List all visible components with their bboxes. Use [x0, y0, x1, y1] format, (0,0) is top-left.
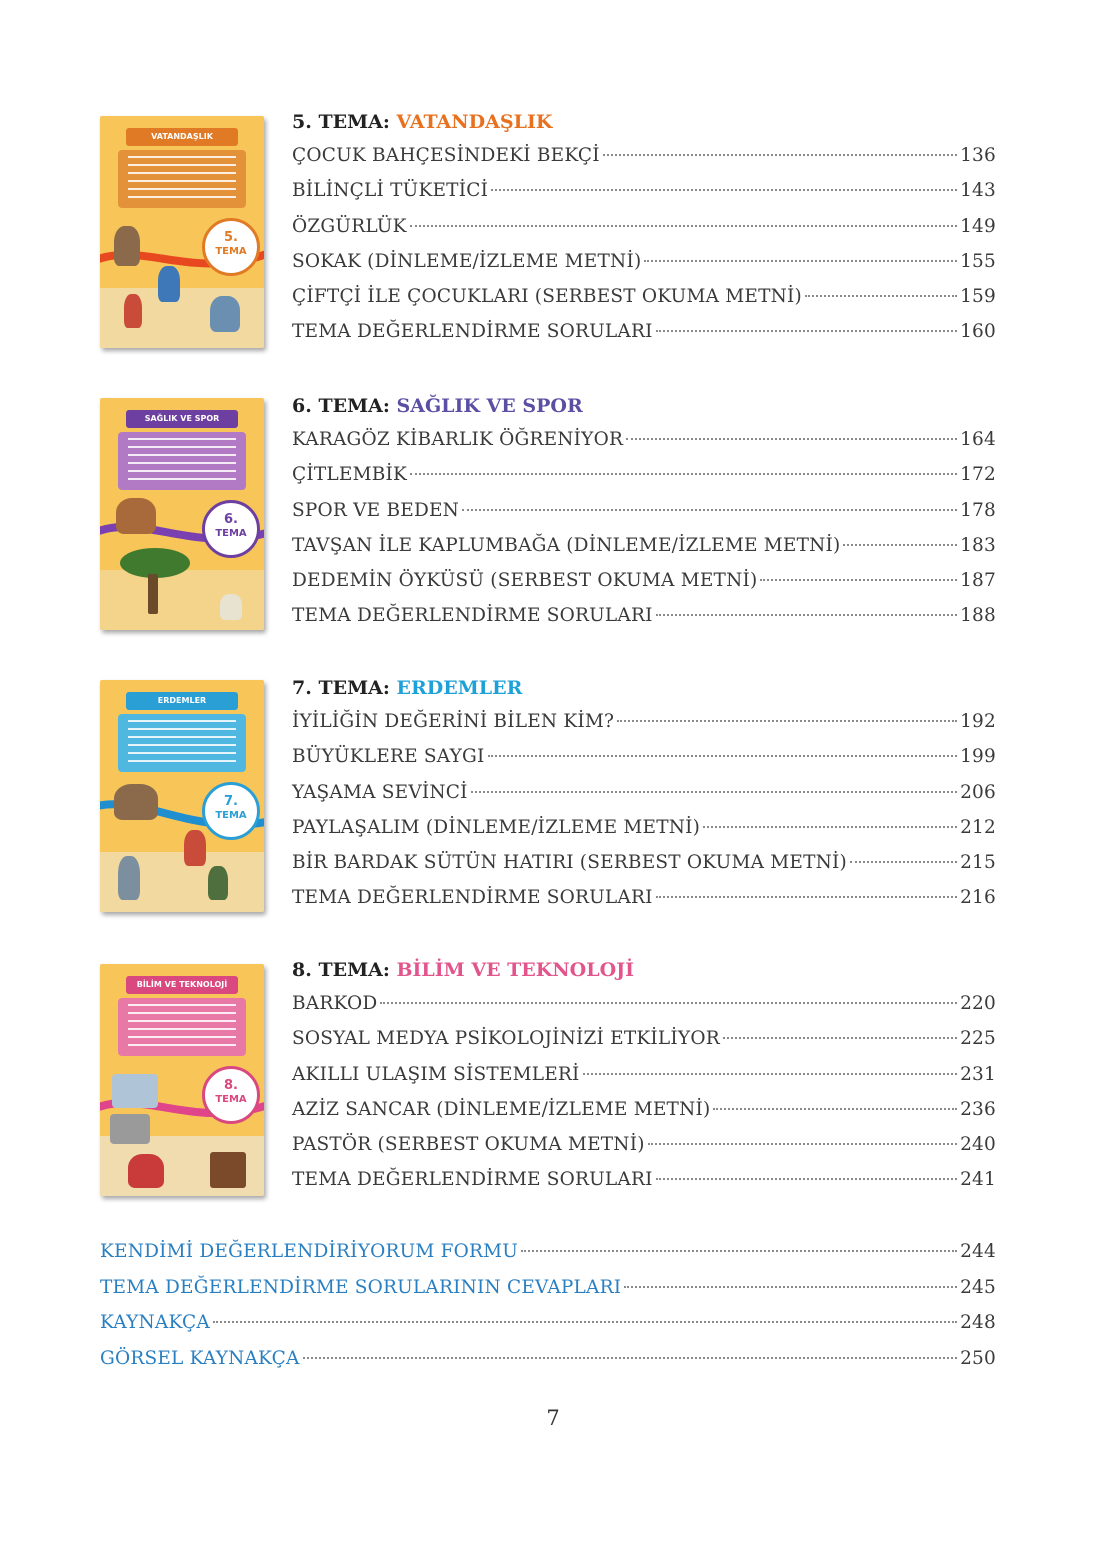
page-ref: 172: [960, 464, 996, 486]
page-ref: 159: [960, 286, 996, 308]
toc-entry[interactable]: TEMA DEĞERLENDİRME SORULARI 160: [292, 314, 996, 349]
cover-band: SAĞLIK VE SPOR: [126, 410, 238, 428]
page-ref: 178: [960, 499, 996, 521]
page-ref: 212: [960, 816, 996, 838]
page-ref: 236: [960, 1098, 996, 1120]
toc-entry[interactable]: TEMA DEĞERLENDİRME SORULARININ CEVAPLARI 245: [100, 1270, 996, 1306]
toc-entry[interactable]: BİR BARDAK SÜTÜN HATIRI (SERBEST OKUMA METNİ) 215: [292, 845, 996, 880]
theme-name: BİLİM VE TEKNOLOJİ: [396, 959, 635, 981]
page-ref: 245: [960, 1276, 996, 1298]
toc-entry[interactable]: AKILLI ULAŞIM SİSTEMLERİ 231: [292, 1057, 996, 1092]
toc-entry[interactable]: BARKOD 220: [292, 986, 996, 1021]
toc-entry[interactable]: PAYLAŞALIM (DİNLEME/İZLEME METNİ) 212: [292, 810, 996, 845]
page-ref: 215: [960, 852, 996, 874]
page-ref: 220: [960, 993, 996, 1014]
toc-entry[interactable]: ÇOCUK BAHÇESİNDEKİ BEKÇİ 136: [292, 138, 996, 173]
toc-entry[interactable]: ÇİFTÇİ İLE ÇOCUKLARI (SERBEST OKUMA METNİ) 159: [292, 279, 996, 314]
theme-name: VATANDAŞLIK: [396, 111, 553, 133]
page-number: 7: [546, 1406, 560, 1430]
page-ref: 164: [960, 429, 996, 450]
appendix-list: [100, 1234, 996, 1376]
theme-cover-image: VATANDAŞLIK 5. TEMA: [100, 116, 264, 348]
page-ref: 136: [960, 145, 996, 166]
theme-cover-image: BİLİM VE TEKNOLOJİ 8. TEMA: [100, 964, 264, 1196]
page-ref: 149: [960, 215, 996, 237]
toc-entry[interactable]: PASTÖR (SERBEST OKUMA METNİ) 240: [292, 1127, 996, 1162]
page-ref: 183: [960, 534, 996, 556]
cover-band: BİLİM VE TEKNOLOJİ: [126, 976, 238, 994]
page-ref: 216: [960, 887, 996, 909]
toc-entry[interactable]: KARAGÖZ KİBARLIK ÖĞRENİYOR 164: [292, 422, 996, 457]
toc-entry[interactable]: AZİZ SANCAR (DİNLEME/İZLEME METNİ) 236: [292, 1092, 996, 1127]
theme-cover-image: SAĞLIK VE SPOR 6. TEMA: [100, 398, 264, 630]
toc-entry[interactable]: KAYNAKÇA 248: [100, 1305, 996, 1341]
page-ref: 143: [960, 180, 996, 202]
theme-title: 5. TEMA: VATANDAŞLIK: [292, 111, 553, 133]
theme-cover-image: ERDEMLER 7. TEMA: [100, 680, 264, 912]
page-ref: 192: [960, 711, 996, 732]
toc-entry[interactable]: TEMA DEĞERLENDİRME SORULARI 188: [292, 598, 996, 633]
theme-title: 7. TEMA: ERDEMLER: [292, 677, 523, 699]
page-ref: 199: [960, 746, 996, 768]
toc-entry[interactable]: ÖZGÜRLÜK 149: [292, 209, 996, 244]
toc-entry[interactable]: YAŞAMA SEVİNCİ 206: [292, 775, 996, 810]
page-ref: 244: [960, 1241, 996, 1262]
toc-entry[interactable]: KENDİMİ DEĞERLENDİRİYORUM FORMU 244: [100, 1234, 996, 1270]
theme-name: ERDEMLER: [396, 677, 523, 699]
toc-entry[interactable]: İYİLİĞİN DEĞERİNİ BİLEN KİM? 192: [292, 704, 996, 739]
page-ref: 240: [960, 1134, 996, 1156]
theme-name: SAĞLIK VE SPOR: [396, 395, 583, 417]
theme-title: 6. TEMA: SAĞLIK VE SPOR: [292, 395, 583, 417]
toc-entry[interactable]: SOSYAL MEDYA PSİKOLOJİNİZİ ETKİLİYOR 225: [292, 1021, 996, 1056]
toc-entry[interactable]: BİLİNÇLİ TÜKETİCİ 143: [292, 173, 996, 208]
page-ref: 188: [960, 605, 996, 627]
toc-entry[interactable]: TEMA DEĞERLENDİRME SORULARI 241: [292, 1162, 996, 1197]
toc-entry[interactable]: BÜYÜKLERE SAYGI 199: [292, 739, 996, 774]
page-ref: 241: [960, 1169, 996, 1191]
cover-band: ERDEMLER: [126, 692, 238, 710]
toc-entry[interactable]: TEMA DEĞERLENDİRME SORULARI 216: [292, 880, 996, 915]
toc-entry[interactable]: DEDEMİN ÖYKÜSÜ (SERBEST OKUMA METNİ) 187: [292, 563, 996, 598]
toc-entry[interactable]: SPOR VE BEDEN 178: [292, 493, 996, 528]
page-ref: 160: [960, 321, 996, 343]
page-ref: 250: [960, 1347, 996, 1369]
theme-title: 8. TEMA: BİLİM VE TEKNOLOJİ: [292, 959, 635, 981]
toc-entry[interactable]: GÖRSEL KAYNAKÇA 250: [100, 1341, 996, 1377]
page-ref: 206: [960, 781, 996, 803]
toc-entry[interactable]: TAVŞAN İLE KAPLUMBAĞA (DİNLEME/İZLEME METNİ) 183: [292, 528, 996, 563]
page-ref: 155: [960, 250, 996, 272]
page-ref: 231: [960, 1063, 996, 1085]
page-ref: 248: [960, 1312, 996, 1333]
toc-entry[interactable]: ÇİTLEMBİK 172: [292, 457, 996, 492]
cover-band: VATANDAŞLIK: [126, 128, 238, 146]
toc-entry[interactable]: SOKAK (DİNLEME/İZLEME METNİ) 155: [292, 244, 996, 279]
page-ref: 225: [960, 1028, 996, 1050]
page-ref: 187: [960, 570, 996, 592]
